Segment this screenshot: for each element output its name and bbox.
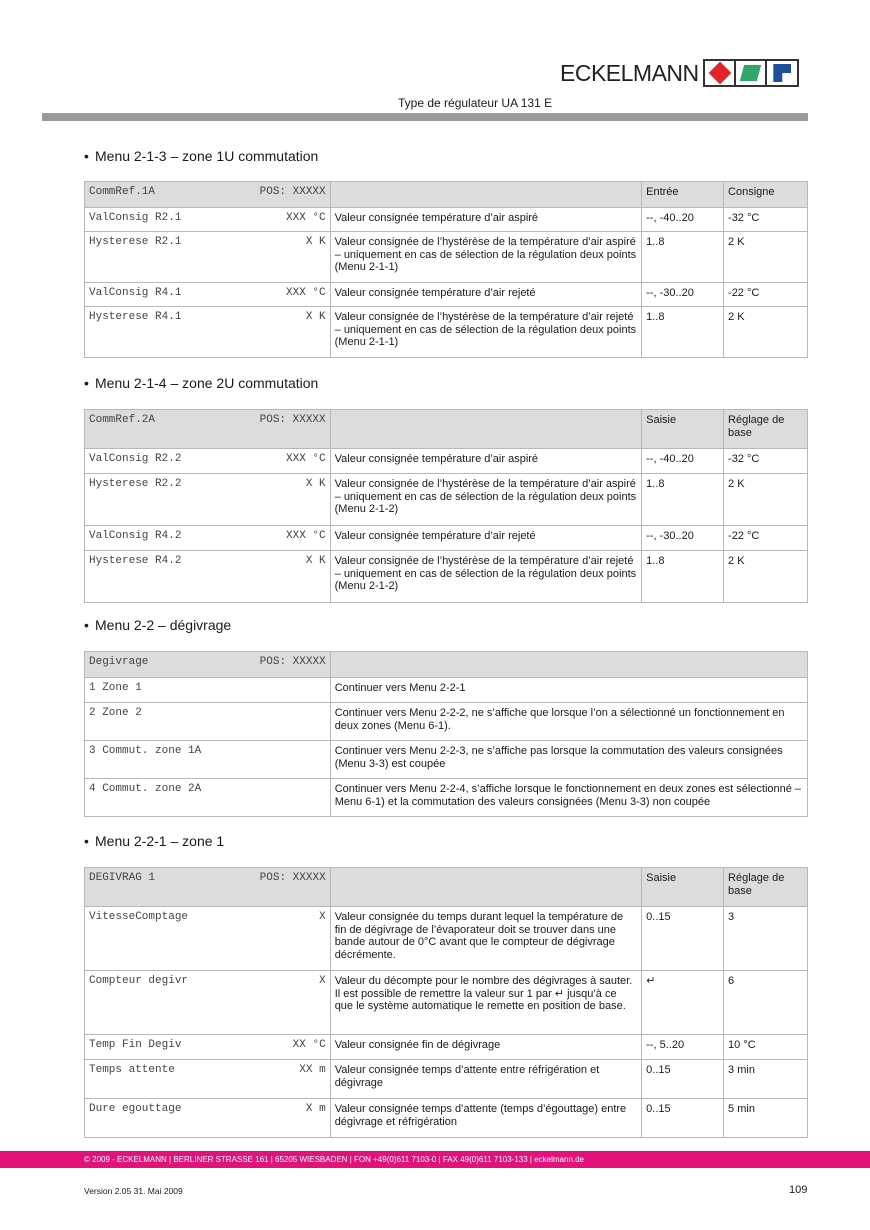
brand-mark-icon	[703, 59, 799, 87]
row-description: Valeur du décompte pour le nombre des dégivrages à sauter. Il est possible de remettre la valeur sur 1 par ↵ jusqu’à ce que le système automatique le remette en position de base.	[330, 971, 641, 1035]
row-default: 6	[724, 971, 808, 1035]
row-description: Valeur consignée température d’air rejeté	[330, 283, 641, 307]
table-header-row	[85, 652, 808, 678]
row-description: Valeur consignée temps d’attente entre réfrigération et dégivrage	[330, 1060, 641, 1099]
header-default-cell: Consigne	[724, 182, 808, 208]
row-input-range: --, -30..20	[642, 283, 724, 307]
row-input-range: 1..8	[642, 232, 724, 283]
section-title-menu-2-1-3	[84, 148, 318, 164]
row-default: 3 min	[724, 1060, 808, 1099]
table-row	[85, 283, 808, 307]
row-input-range: --, -40..20	[642, 208, 724, 232]
row-value: XX °C	[292, 1039, 326, 1051]
row-label: 2 Zone 2	[89, 707, 142, 719]
header-desc-cell	[330, 868, 641, 907]
row-description: Valeur consignée fin de dégivrage	[330, 1035, 641, 1060]
row-input-range: --, -30..20	[642, 526, 724, 551]
row-description: Continuer vers Menu 2-2-1	[330, 678, 807, 703]
row-value: X K	[305, 478, 326, 490]
row-label: ValConsig R2.1	[89, 212, 182, 224]
row-input-range: --, 5..20	[642, 1035, 724, 1060]
table-row	[85, 474, 808, 526]
section-title-menu-2-2-1	[84, 833, 224, 849]
section-title-text: Menu 2-2 – dégivrage	[95, 617, 232, 633]
header-input-cell: Saisie	[642, 410, 724, 449]
row-value: X K	[305, 311, 326, 323]
header-label: CommRef.2A	[89, 414, 156, 426]
row-value: XXX °C	[286, 287, 326, 299]
header-desc-cell	[330, 652, 807, 678]
row-label: ValConsig R4.2	[89, 530, 182, 542]
row-label: VitesseComptage	[89, 911, 189, 923]
table-row	[85, 741, 808, 779]
row-description: Valeur consignée température d’air aspiré	[330, 208, 641, 232]
row-value: XXX °C	[286, 453, 326, 465]
row-label: 1 Zone 1	[89, 682, 142, 694]
row-label: Dure egouttage	[89, 1103, 182, 1115]
row-label: ValConsig R4.1	[89, 287, 182, 299]
table-row	[85, 971, 808, 1035]
row-value: X	[319, 975, 326, 987]
table-menu-2-1-4	[84, 409, 808, 603]
header-input-cell: Saisie	[642, 868, 724, 907]
row-label: Compteur degivr	[89, 975, 189, 987]
row-default: -32 °C	[724, 449, 808, 474]
table-header-row	[85, 410, 808, 449]
header-position: POS: XXXXX	[259, 186, 326, 198]
header-system-cell	[85, 410, 331, 449]
footer-contact-bar: © 2009 - ECKELMANN | BERLINER STRASSE 161 | 65205 WIESBADEN | FON +49(0)611 7103-0 | FAX 49(0)611 7103-133 | eckelmann.de	[0, 1151, 870, 1168]
header-desc-cell	[330, 182, 641, 208]
document-title: Type de régulateur UA 131 E	[398, 96, 553, 110]
header-default-cell: Réglage de base	[724, 410, 808, 449]
page-number: 109	[789, 1184, 808, 1196]
row-description: Valeur consignée de l’hystérèse de la température d’air rejeté – uniquement en cas de sélection de la régulation deux points (Menu 2-1-2)	[330, 551, 642, 603]
row-description: Continuer vers Menu 2-2-2, ne s’affiche que lorsque l’on a sélectionné un fonctionnement en deux zones (Menu 6-1).	[330, 703, 807, 741]
header-system-cell	[85, 868, 331, 907]
row-description: Valeur consignée de l’hystérèse de la température d’air aspiré – uniquement en cas de sélection de la régulation deux points (Menu 2-1-1)	[330, 232, 641, 283]
row-value: XX m	[299, 1064, 326, 1076]
table-row	[85, 1035, 808, 1060]
table-header-row	[85, 182, 808, 208]
table-menu-2-2	[84, 651, 808, 817]
table-row	[85, 526, 808, 551]
row-label: Temp Fin Degiv	[89, 1039, 182, 1051]
row-value: X	[319, 911, 326, 923]
table-row	[85, 232, 808, 283]
row-value: XXX °C	[286, 212, 326, 224]
row-input-range: 1..8	[642, 551, 724, 603]
row-value: XXX °C	[286, 530, 326, 542]
table-menu-2-2-1	[84, 867, 808, 1138]
row-input-range: 0..15	[642, 1060, 724, 1099]
row-label: 3 Commut. zone 1A	[89, 745, 202, 757]
header-label: DEGIVRAG 1	[89, 872, 156, 884]
header-default-cell: Réglage de base	[724, 868, 808, 907]
bullet-icon: •	[84, 833, 89, 849]
header-label: CommRef.1A	[89, 186, 156, 198]
red-diamond-icon	[705, 61, 734, 85]
table-row	[85, 307, 808, 358]
row-default: 3	[724, 907, 808, 971]
row-description: Valeur consignée de l’hystérèse de la température d’air rejeté – uniquement en cas de sélection de la régulation deux points (Menu 2-1-1)	[330, 307, 641, 358]
row-description: Valeur consignée temps d’attente (temps d’égouttage) entre dégivrage et réfrigération	[330, 1099, 641, 1138]
header-position: POS: XXXXX	[259, 872, 326, 884]
header-desc-cell	[330, 410, 642, 449]
row-default: -22 °C	[724, 526, 808, 551]
row-description: Continuer vers Menu 2-2-4, s’affiche lorsque le fonctionnement en deux zones est sélectionné –Menu 6-1) et la commutation des valeurs consignées (Menu 3-3) non coupée	[330, 779, 807, 817]
bullet-icon: •	[84, 617, 89, 633]
row-label: Hysterese R4.2	[89, 555, 182, 567]
row-default: 10 °C	[724, 1035, 808, 1060]
row-default: 5 min	[724, 1099, 808, 1138]
row-label: Temps attente	[89, 1064, 175, 1076]
row-default: 2 K	[724, 232, 808, 283]
section-title-menu-2-2	[84, 617, 231, 633]
table-row	[85, 551, 808, 603]
header-position: POS: XXXXX	[259, 414, 326, 426]
header-label: Degivrage	[89, 656, 149, 668]
row-value: X K	[305, 555, 326, 567]
header-input-cell: Entrée	[642, 182, 724, 208]
row-value: X m	[305, 1103, 326, 1115]
row-input-range: ↵	[642, 971, 724, 1035]
section-title-menu-2-1-4	[84, 375, 318, 391]
brand-name: ECKELMANN	[560, 59, 699, 86]
blue-corner-icon	[767, 61, 796, 85]
row-default: -22 °C	[724, 283, 808, 307]
table-row	[85, 1060, 808, 1099]
row-input-range: 1..8	[642, 307, 724, 358]
table-row	[85, 907, 808, 971]
table-row	[85, 703, 808, 741]
table-row	[85, 208, 808, 232]
table-header-row	[85, 868, 808, 907]
eckelmann-logo	[560, 58, 799, 88]
table-row	[85, 449, 808, 474]
table-row	[85, 1099, 808, 1138]
row-input-range: --, -40..20	[642, 449, 724, 474]
green-parallelogram-icon	[736, 61, 765, 85]
row-input-range: 0..15	[642, 1099, 724, 1138]
row-default: -32 °C	[724, 208, 808, 232]
row-description: Valeur consignée température d’air rejeté	[330, 526, 642, 551]
table-row	[85, 779, 808, 817]
version-info: Version 2.05 31. Mai 2009	[84, 1186, 183, 1196]
row-label: ValConsig R2.2	[89, 453, 182, 465]
bullet-icon: •	[84, 375, 89, 391]
row-label: Hysterese R4.1	[89, 311, 182, 323]
bullet-icon: •	[84, 148, 89, 164]
header-system-cell	[85, 182, 331, 208]
row-label: 4 Commut. zone 2A	[89, 783, 202, 795]
table-row	[85, 678, 808, 703]
section-title-text: Menu 2-1-4 – zone 2U commutation	[95, 375, 319, 391]
row-label: Hysterese R2.2	[89, 478, 182, 490]
row-input-range: 1..8	[642, 474, 724, 526]
row-label: Hysterese R2.1	[89, 236, 182, 248]
section-title-text: Menu 2-2-1 – zone 1	[95, 833, 225, 849]
row-description: Valeur consignée température d’air aspiré	[330, 449, 642, 474]
header-system-cell	[85, 652, 331, 678]
row-value: X K	[305, 236, 326, 248]
section-title-text: Menu 2-1-3 – zone 1U commutation	[95, 148, 319, 164]
row-description: Continuer vers Menu 2-2-3, ne s’affiche pas lorsque la commutation des valeurs consignées (Menu 3-3) est coupée	[330, 741, 807, 779]
row-default: 2 K	[724, 474, 808, 526]
header-divider	[42, 113, 808, 121]
header-position: POS: XXXXX	[259, 656, 326, 668]
row-default: 2 K	[724, 551, 808, 603]
row-default: 2 K	[724, 307, 808, 358]
row-description: Valeur consignée du temps durant lequel la température de fin de dégivrage de l’évaporateur doit se trouver dans une bande autour de 0°C avant que le compteur de dégivrage décrémente.	[330, 907, 641, 971]
row-input-range: 0..15	[642, 907, 724, 971]
row-description: Valeur consignée de l’hystérèse de la température d’air aspiré – uniquement en cas de sélection de la régulation deux points (Menu 2-1-2)	[330, 474, 642, 526]
table-menu-2-1-3	[84, 181, 808, 358]
